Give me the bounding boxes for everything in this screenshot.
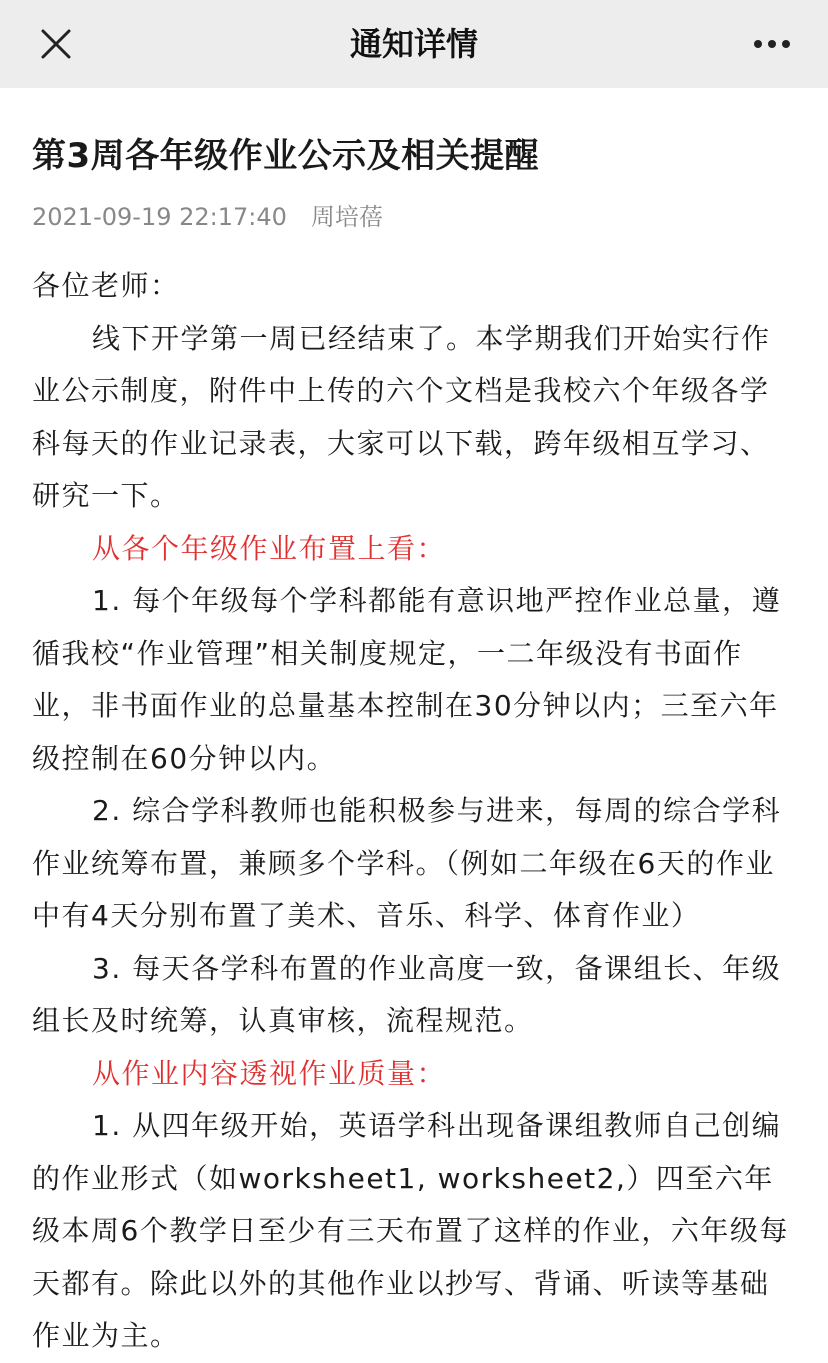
article-body: [32, 260, 796, 1363]
page-title: 通知详情: [349, 25, 478, 63]
publish-datetime: 2021-09-19 22:17:40: [32, 203, 287, 231]
section1-heading: 从各个年级作业布置上看：: [92, 531, 447, 565]
section1-item-2: 2. 综合学科教师也能积极参与进来，每周的综合学科作业统筹布置，兼顾多个学科。（例如二年级在6天的作业中有4天分别布置了美术、音乐、科学、体育作业）: [32, 794, 782, 932]
article-meta: [32, 200, 796, 234]
greeting: 各位老师：: [32, 269, 180, 302]
more-icon[interactable]: [752, 36, 792, 52]
author-name: 周培蓓: [310, 203, 383, 231]
section2-item-1: 1. 从四年级开始，英语学科出现备课组教师自己创编的作业形式（如worksheet1, worksheet2,）四至六年级本周6个教学日至少有三天布置了这样的作业，六年级每天都有。除此以外的其他作业以抄写、背诵、听读等基础作业为主。: [32, 1109, 789, 1352]
section1-item-3: 3. 每天各学科布置的作业高度一致，备课组长、年级组长及时统筹，认真审核，流程规范。: [32, 951, 782, 1037]
top-navbar: [0, 0, 828, 88]
article-title: 第3周各年级作业公示及相关提醒: [32, 136, 540, 176]
section2-heading: 从作业内容透视作业质量：: [92, 1056, 447, 1090]
intro-paragraph: 线下开学第一周已经结束了。本学期我们开始实行作业公示制度，附件中上传的六个文档是我校六个年级各学科每天的作业记录表，大家可以下载，跨年级相互学习、研究一下。: [32, 321, 771, 512]
section1-item-1: 1. 每个年级每个学科都能有意识地严控作业总量，遵循我校“作业管理”相关制度规定，一二年级没有书面作业，非书面作业的总量基本控制在30分钟以内；三至六年级控制在60分钟以内。: [32, 584, 782, 775]
article-content: [32, 88, 796, 1363]
